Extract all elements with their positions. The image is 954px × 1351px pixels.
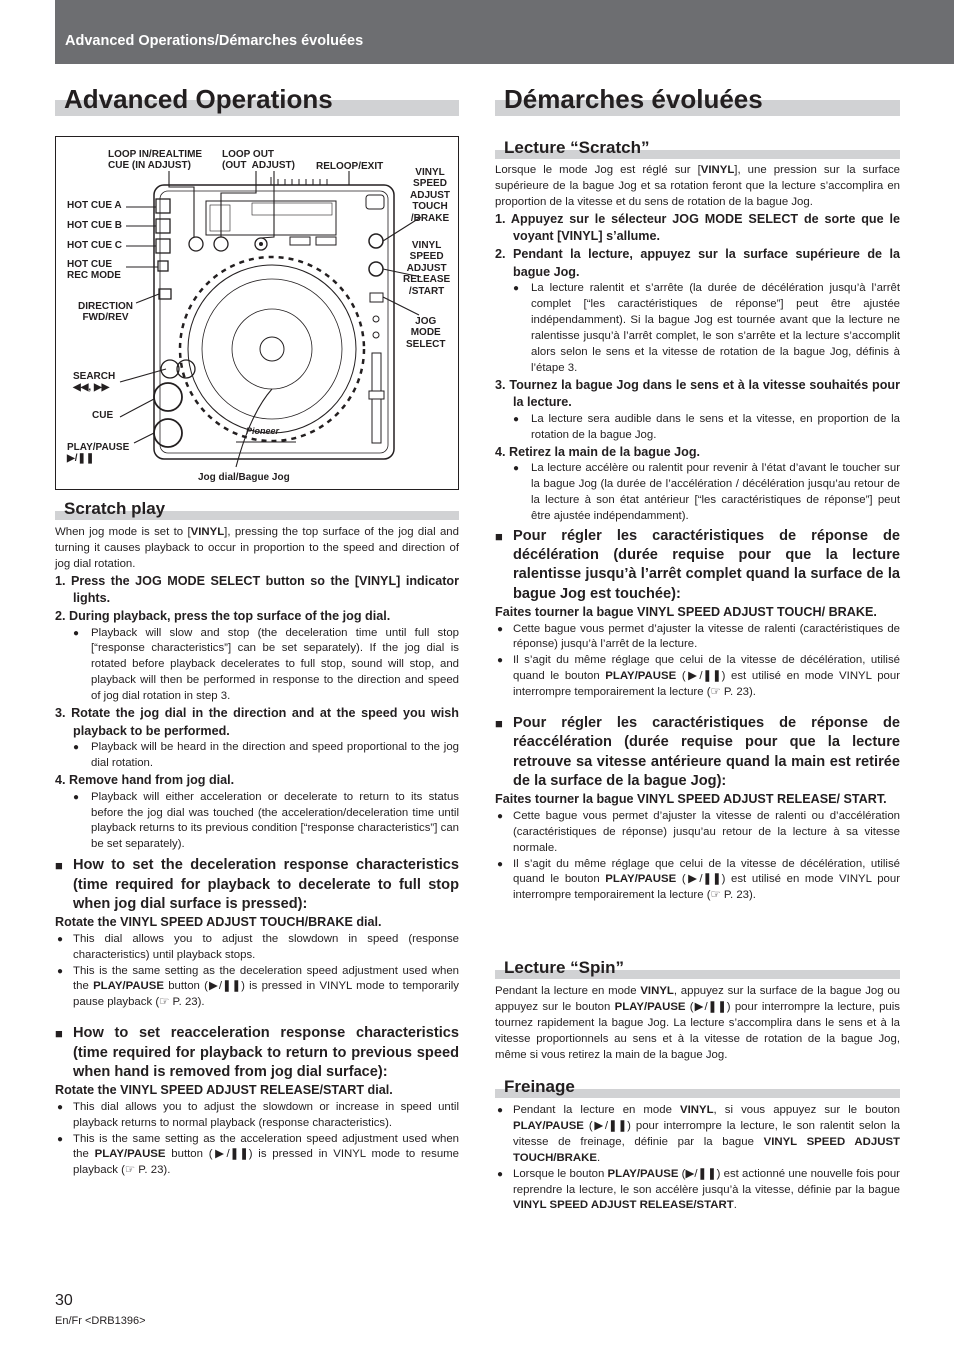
step-4-bullet: ● Playback will either acceleration or decelerate to return to its status before the jog dial was touched (the acceleration/deceleration time until playback returns to its previous condition [“response characteristics”] can be set separately). [55,790,459,854]
scratch-intro: When jog mode is set to [VINYL], pressing the top surface of the jog dial and turning it causes playback to occur in proportion to the speed and direction of jog dial rotation. [55,526,459,570]
section-title-en: Advanced Operations [55,84,459,118]
step-3-bullet: ● Playback will be heard in the direction and speed proportional to the jog dial rotation. [55,740,459,772]
vinyl-touch-label: VINYL SPEED ADJUST TOUCH /BRAKE [410,167,451,224]
running-header-title: Advanced Operations/Démarches évoluées [65,33,364,49]
reacc-heading: ■ How to set reacceleration response characteristics (time required for playback to return to previous speed when hand is removed from jog dial surface): [55,1024,459,1082]
decel-bullet-2-fr: ● Il s’agit du même réglage que celui de la vitesse de décélération, utilisé quand le bouton PLAY/PAUSE (▶/❚❚) est utilisé en mode VINYL pour interrompre temporairement la lecture (☞ P. 23). [495,653,900,701]
etape-2: 2. Pendant la lecture, appuyez sur la surface supérieure de la bague Jog. [495,246,900,279]
etape-1: 1. Appuyez sur le sélecteur JOG MODE SELECT de sorte que le voyant [VINYL] s’allume. [495,211,900,244]
lecture-scratch-heading: Lecture “Scratch” [495,138,900,160]
hot-cue-rec-label: HOT CUE REC MODE [67,259,121,282]
hot-cue-c-label: HOT CUE C [67,240,122,251]
decel-instruction: Rotate the VINYL SPEED ADJUST TOUCH/BRAKE dial. [55,915,382,930]
page-number: 30 [55,1292,73,1309]
search-label: SEARCH ◀◀, ▶▶ [73,371,116,394]
freinage-bullet-1: ● Pendant la lecture en mode VINYL, si vous appuyez sur le bouton PLAY/PAUSE (▶/❚❚) pour interrompre la lecture, le son ralentit selon la vitesse de freinage, définie par la bague VINYL SPEED ADJUST TOUCH/BRAKE. [495,1103,900,1167]
freinage-bullet-2: ● Lorsque le bouton PLAY/PAUSE (▶/❚❚) est actionné une nouvelle fois pour reprendre la lecture, le son accélère jusqu’à la vitesse, définie par la bague VINYL SPEED ADJUST RELEASE/START. [495,1167,900,1215]
etape-3-bullet: ● La lecture sera audible dans le sens et la vitesse, en proportion de la rotation de la bague Jog. [495,412,900,444]
etape-4-bullet: ● La lecture accélère ou ralentit pour revenir à l’état d’avant le toucher sur la bague Jog (la durée de l’accélération / décélération jusqu’au retour de la lecture à son état antérieur [“les caractéristiques de réponse”] peut être ajustée indépendamment). [495,461,900,525]
document-reference: En/Fr <DRB1396> [55,1315,146,1327]
step-3: 3. Rotate the jog dial in the direction and at the speed you wish playback to be performed. [55,706,459,738]
jog-dial-label: Jog dial/Bague Jog [198,472,290,483]
cdj-control-diagram [55,136,459,490]
loop-out-label: LOOP OUT (OUT ADJUST) [222,149,295,172]
direction-label: DIRECTION FWD/REV [78,301,133,324]
cue-label: CUE [92,410,114,421]
reacc-bullet-2: ● This is the same setting as the acceleration speed adjustment used when the PLAY/PAUSE button (▶/❚❚) is pressed in VINYL mode to resume playback (☞ P. 23). [55,1132,459,1180]
decel-heading-fr: ■ Pour régler les caractéristiques de réponse de décélération (durée requise pour que la lecture ralentisse jusqu’à l’arrêt complet quand la surface de la bague Jog est touchée): [495,527,900,604]
reacc-bullet-2-fr: ● Il s’agit du même réglage que celui de la vitesse de décélération, utilisé quand le bouton PLAY/PAUSE (▶/❚❚) est utilisé en mode VINYL pour interrompre temporairement la lecture (☞ P. 23). [495,857,900,905]
decel-bullet-1: ● This dial allows you to adjust the slowdown in speed (response characteristics) until playback stops. [55,932,459,964]
decel-instruction-fr: Faites tourner la bague VINYL SPEED ADJUST TOUCH/ BRAKE. [495,604,877,619]
play-pause-label: PLAY/PAUSE ▶/❚❚ [67,442,130,465]
pioneer-logo: Pioneer [246,426,280,436]
step-2: 2. During playback, press the top surface of the jog dial. [55,608,391,623]
reacc-heading-fr: ■ Pour régler les caractéristiques de réponse de réaccélération (durée requise pour que la lecture retrouve sa vitesse antérieure quand la main est retirée de la surface de la bague Jog): [495,714,900,791]
loop-in-label: LOOP IN/REALTIME CUE (IN ADJUST) [108,149,203,172]
decel-heading: ■ How to set the deceleration response characteristics (time required for playback to decelerate to full stop when jog dial surface is pressed): [55,856,459,914]
step-4: 4. Remove hand from jog dial. [55,773,235,788]
hot-cue-b-label: HOT CUE B [67,220,122,231]
left-body [55,525,459,1179]
decel-bullet-1-fr: ● Cette bague vous permet d’ajuster la vitesse de ralenti (caractéristiques de réponse) jusqu’à l’arrêt de la lecture. [495,622,900,654]
step-2-bullet: ● Playback will slow and stop (the deceleration time until full stop [“response characteristics”] can be set separately). If the jog dial is rotated before playback decelerates to full stop, sound will stop, and playback will then be performed in response to the direction and speed of jog dial rotation in step 3. [55,626,459,706]
freinage-body [495,1103,900,1214]
hot-cue-a-label: HOT CUE A [67,200,122,211]
etape-3: 3. Tournez la bague Jog dans le sens et à la vitesse souhaités pour la lecture. [495,377,900,410]
reacc-bullet-1: ● This dial allows you to adjust the slowdown or increase in speed until playback returns to normal playback (response characteristics). [55,1100,459,1132]
decel-bullet-2: ● This is the same setting as the deceleration speed adjustment used when the PLAY/PAUSE button (▶/❚❚) is pressed in VINYL mode to temporarily pause playback (☞ P. 23). [55,964,459,1012]
jog-mode-label: JOG MODE SELECT [406,316,446,350]
reacc-instruction-fr: Faites tourner la bague VINYL SPEED ADJUST RELEASE/ START. [495,792,887,807]
running-header-bar [55,0,954,64]
etape-2-bullet: ● La lecture ralentit et s’arrête (la durée de décélération jusqu’à l’arrêt complet [“les caractéristiques de réponse”] peut être ajustée indépendamment). Si la bague Jog est tournée avant que la lecture ne ralentisse jusqu’à l’arrêt complet, le son s’arrête et la lecture s’accomplit alors selon le sens et la vitesse de rotation de la bague Jog, définis à l’étape 3. [495,281,900,376]
lecture-spin-heading: Lecture “Spin” [495,958,900,980]
step-1: 1. Press the JOG MODE SELECT button so the [VINYL] indicator lights. [55,573,459,606]
reloop-label: RELOOP/EXIT [316,161,384,172]
etape-4: 4. Retirez la main de la bague Jog. [495,444,701,459]
spin-body [495,984,900,1064]
section-title-fr: Démarches évoluées [495,84,900,118]
reacc-bullet-1-fr: ● Cette bague vous permet d’ajuster la vitesse de ralenti ou d’accélération (caractéristiques de réponse) jusqu’au retour de la lecture à sa vitesse normale. [495,809,900,857]
freinage-heading: Freinage [495,1077,900,1099]
scratch-intro-fr: Lorsque le mode Jog est réglé sur [VINYL], une pression sur la surface supérieure de la bague Jog et sa rotation feront que la lecture s’accomplira en proportion de la vitesse et du sens de rotation de la bague Jog. [495,164,900,208]
vinyl-release-label: VINYL SPEED ADJUST RELEASE /START [403,240,451,297]
reacc-instruction: Rotate the VINYL SPEED ADJUST RELEASE/START dial. [55,1083,393,1098]
scratch-play-heading: Scratch play [55,499,459,521]
spin-paragraph: Pendant la lecture en mode VINYL, appuyez sur la surface de la bague Jog ou appuyez sur le bouton PLAY/PAUSE (▶/❚❚) pour interrompre la lecture, puis tournez rapidement la bague Jog. La lecture s’accomplira dans le sens et à la vitesse proportionnels au sens et à la vitesse de rotation de la bague Jog, même si vous retirez la main de la bague Jog. [495,985,900,1061]
right-body [495,163,900,904]
